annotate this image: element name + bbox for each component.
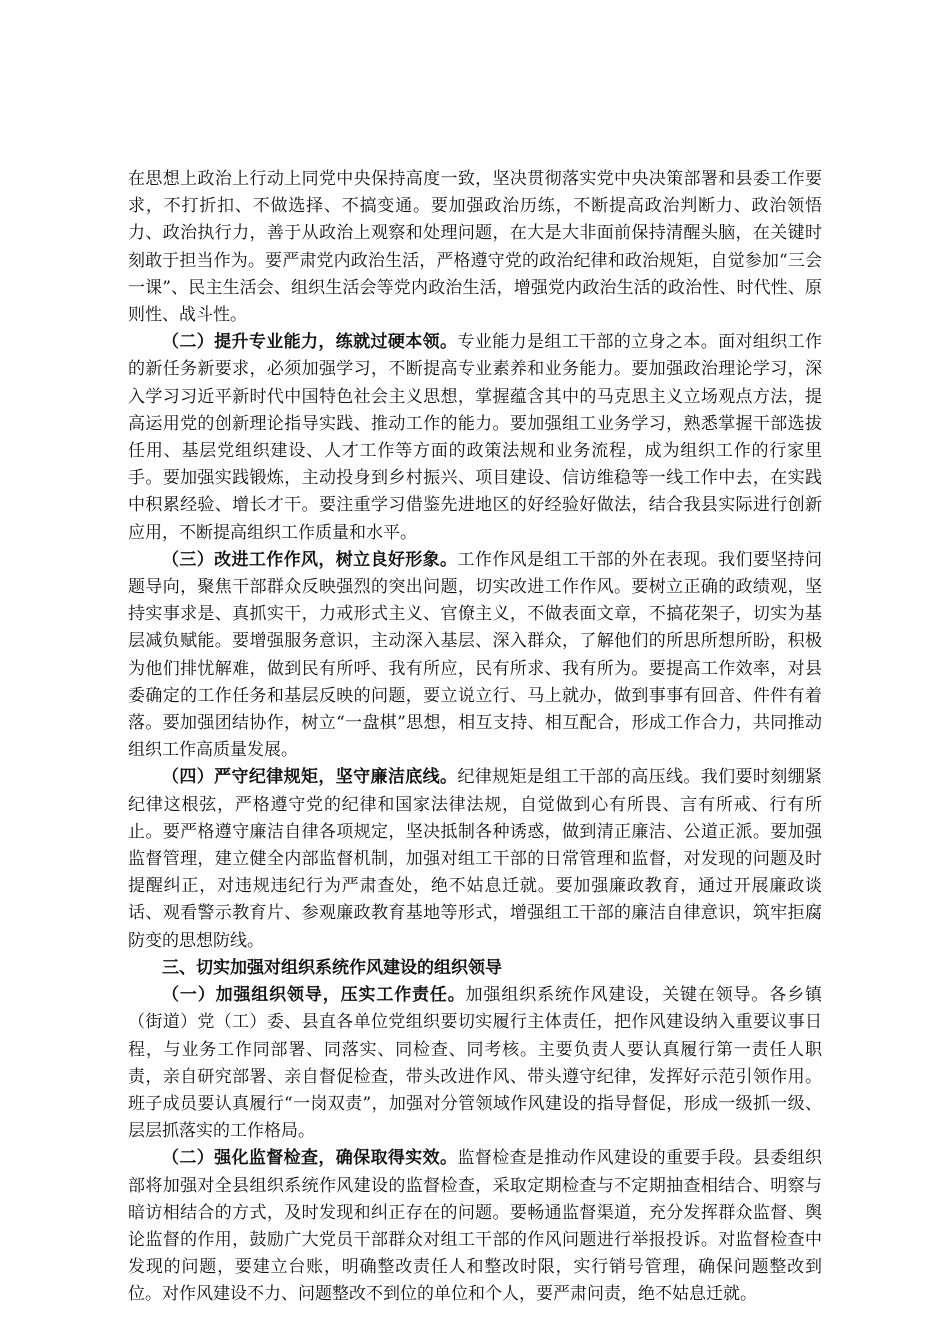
paragraph-work-style (128, 547, 822, 765)
paragraph-lead: （四）严守纪律规矩，坚守廉洁底线。 (162, 767, 458, 788)
paragraph-discipline (128, 764, 822, 954)
paragraph-text: 监督检查是推动作风建设的重要手段。县委组织部将加强对全县组织系统作风建设的监督检查，采取定期检查与不定期抽查相结合、明察与暗访相结合的方式，及时发现和纠正存在的问题。要畅通监督渠道，充分发挥群众监督、舆论监督的作用，鼓励广大党员干部群众对组工干部的作风问题进行举报投诉。对监督检查中发现的问题，要建立台账，明确整改责任人和整改时限，实行销号管理，确保问题整改到位。对作风建设不力、问题整改不到位的单位和个人，要严肃问责，绝不姑息迁就。 (128, 1148, 823, 1305)
paragraph-text: 加强组织系统作风建设，关键在领导。各乡镇（街道）党（工）委、县直各单位党组织要切实履行主体责任，把作风建设纳入重要议事日程，与业务工作同部署、同落实、同检查、同考核。主要负责人要认真履行第一责任人职责，亲自研究部署、亲自督促检查，带头改进作风、带头遵守纪律，发挥好示范引领作用。班子成员要认真履行“一岗双责”，加强对分管领域作风建设的指导督促，形成一级抓一级、层层抓落实的工作格局。 (128, 985, 823, 1142)
paragraph-text: 纪律规矩是组工干部的高压线。我们要时刻绷紧纪律这根弦，严格遵守党的纪律和国家法律法规，自觉做到心有所畏、言有所戒、行有所止。要严格遵守廉洁自律各项规定，坚决抵制各种诱惑，做到清正廉洁、公道正派。要加强监督管理，建立健全内部监督机制，加强对组工干部的日常管理和监督，对发现的问题及时提醒纠正，对违规违纪行为严肃查处，绝不姑息迁就。要加强廉政教育，通过开展廉政谈话、观看警示教育片、参观廉政教育基地等形式，增强组工干部的廉洁自律意识，筑牢拒腐防变的思想防线。 (128, 767, 823, 951)
document-body (128, 166, 822, 1309)
paragraph-text: 工作作风是组工干部的外在表现。我们要坚持问题导向，聚焦干部群众反映强烈的突出问题，切实改进工作作风。要树立正确的政绩观，坚持实事求是、真抓实干，力戒形式主义、官僚主义，不做表面文章，不搞花架子，切实为基层减负赋能。要增强服务意识，主动深入基层、深入群众，了解他们的所思所想所盼，积极为他们排忧解难，做到民有所呼、我有所应，民有所求、我有所为。要提高工作效率，对县委确定的工作任务和基层反映的问题，要立说立行、马上就办，做到事事有回音、件件有着落。要加强团结协作，树立“一盘棋”思想，相互支持、相互配合，形成工作合力，共同推动组织工作高质量发展。 (128, 549, 823, 761)
paragraph-lead: （二）强化监督检查，确保取得实效。 (162, 1148, 458, 1169)
section-heading: 三、切实加强对组织系统作风建设的组织领导 (162, 957, 502, 978)
paragraph-text: 在思想上政治上行动上同党中央保持高度一致，坚决贯彻落实党中央决策部署和县委工作要求，不打折扣、不做选择、不搞变通。要加强政治历练，不断提高政治判断力、政治领悟力、政治执行力，善于从政治上观察和处理问题，在大是大非面前保持清醒头脑，在关键时刻敢于担当作为。要严肃党内政治生活，严格遵守党的政治纪律和政治规矩，自觉参加“三会一课”、民主生活会、组织生活会等党内政治生活，增强党内政治生活的政治性、时代性、原则性、战斗性。 (128, 169, 822, 326)
paragraph-text: 专业能力是组工干部的立身之本。面对组织工作的新任务新要求，必须加强学习，不断提高专业素养和业务能力。要加强政治理论学习，深入学习习近平新时代中国特色社会主义思想，掌握蕴含其中的马克思主义立场观点方法，提高运用党的创新理论指导实践、推动工作的能力。要加强组工业务学习，熟悉掌握干部选拔任用、基层党组织建设、人才工作等方面的政策法规和业务流程，成为组织工作的行家里手。要加强实践锻炼，主动投身到乡村振兴、项目建设、信访维稳等一线工作中去，在实践中积累经验、增长才干。要注重学习借鉴先进地区的好经验好做法，结合我县实际进行创新应用，不断提高组织工作质量和水平。 (128, 332, 823, 543)
paragraph-professional-ability (128, 329, 822, 547)
paragraph-political-loyalty (128, 166, 822, 329)
paragraph-lead: （三）改进工作作风，树立良好形象。 (162, 549, 458, 570)
paragraph-lead: （一）加强组织领导，压实工作责任。 (162, 985, 466, 1006)
paragraph-supervision (128, 1145, 822, 1308)
paragraph-lead: （二）提升专业能力，练就过硬本领。 (162, 332, 458, 353)
paragraph-leadership (128, 982, 822, 1145)
